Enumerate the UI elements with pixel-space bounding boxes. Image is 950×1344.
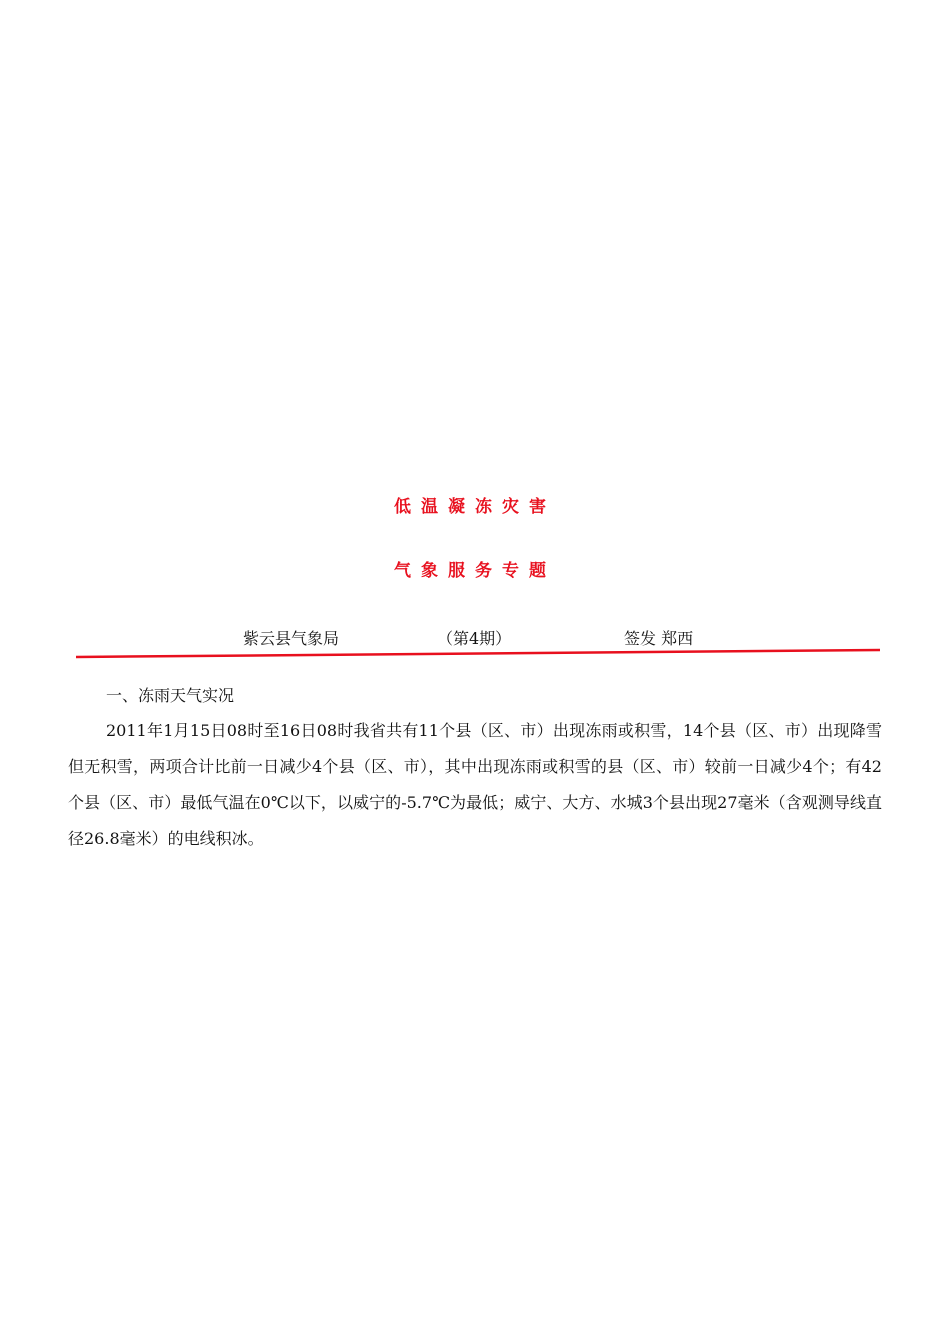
- section-heading: 一、冻雨天气实况: [106, 686, 235, 705]
- signer: 签发 郑西: [624, 629, 694, 648]
- document-title-line-1: 低温凝冻灾害: [394, 497, 556, 517]
- header-red-divider: [76, 648, 880, 660]
- document-title-line-2: 气象服务专题: [394, 561, 556, 581]
- issuer-name: 紫云县气象局: [243, 629, 340, 648]
- issue-number: （第4期）: [437, 629, 512, 648]
- section-paragraph: 2011年1月15日08时至16日08时我省共有11个县（区、市）出现冻雨或积雪，14个县（区、市）出现降雪但无积雪，两项合计比前一日减少4个县（区、市），其中出现冻雨或积雪的县（区、市）较前一日减少4个；有42个县（区、市）最低气温在0℃以下，以威宁的-5.7℃为最低；威宁、大方、水城3个县出现27毫米（含观测导线直径26.8毫米）的电线积冰。: [68, 721, 882, 848]
